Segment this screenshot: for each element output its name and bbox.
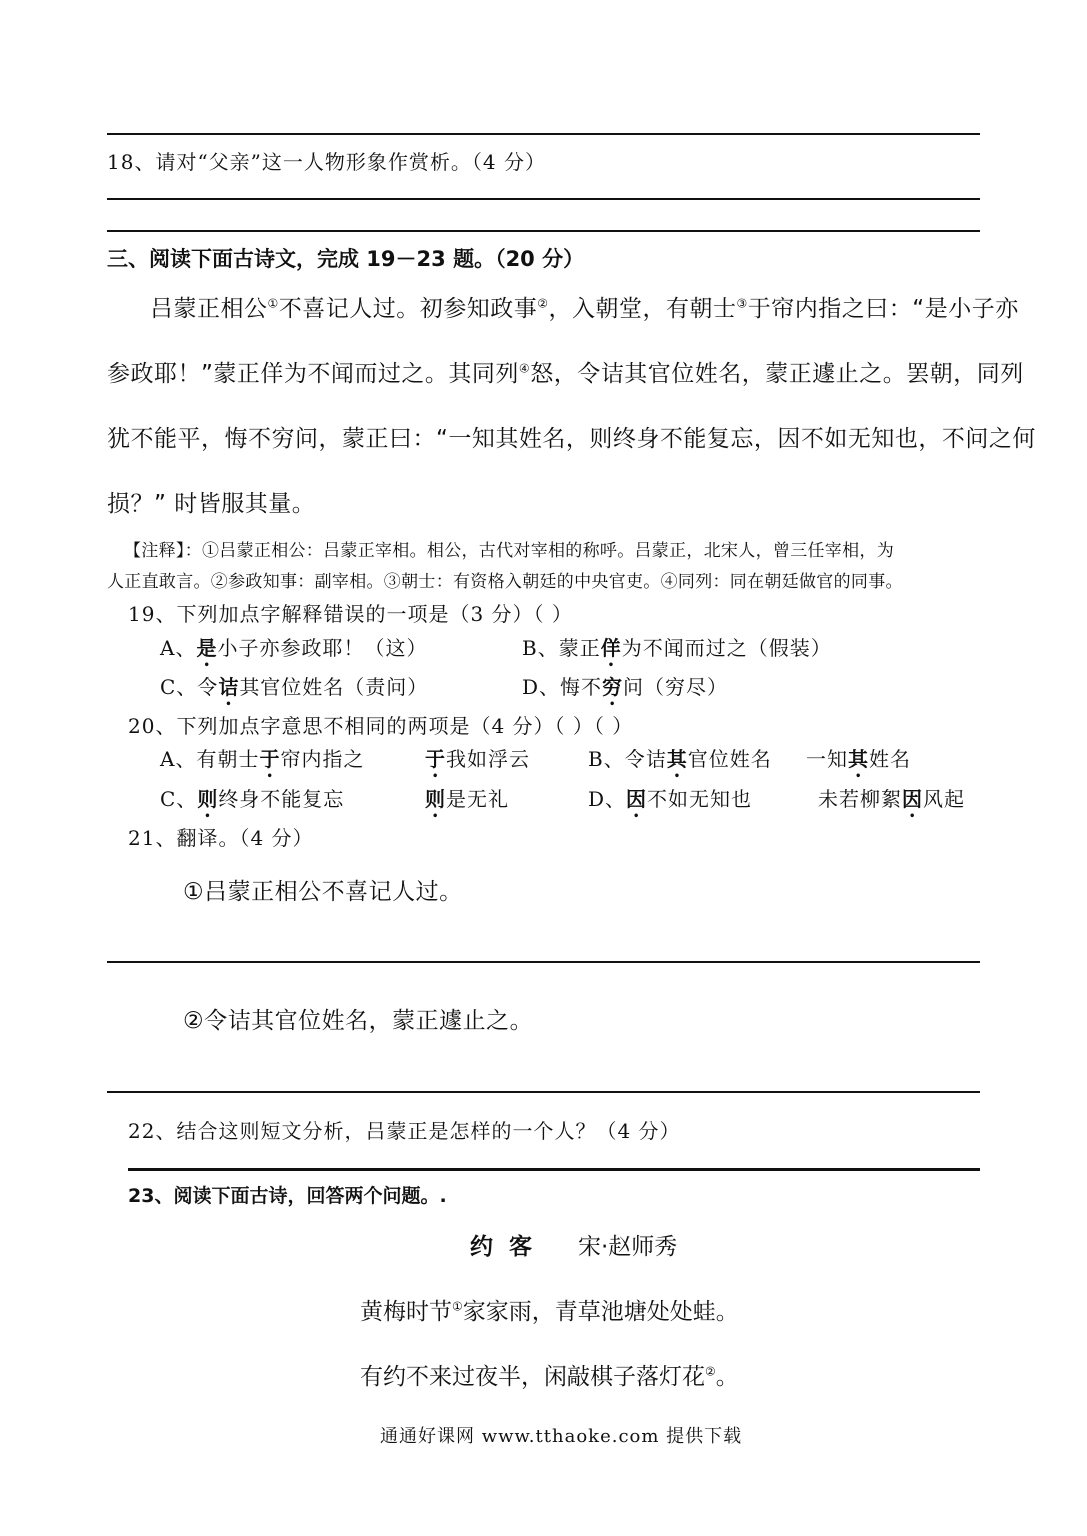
q20-option-a-1: A、有朝士于帘内指之 bbox=[160, 747, 365, 771]
answer-line bbox=[107, 961, 980, 963]
translation-sentence-2: ②令诘其官位姓名，蒙正遽止之。 bbox=[183, 1008, 534, 1034]
page-footer: 通通好课网 www.tthaoke.com 提供下载 bbox=[380, 1426, 743, 1447]
answer-line bbox=[128, 1168, 980, 1171]
question-19-stem: 19、下列加点字解释错误的一项是（3 分）（ ） bbox=[128, 602, 573, 626]
answer-line bbox=[107, 198, 980, 200]
section-heading: 三、阅读下面古诗文，完成 19－23 题。（20 分） bbox=[107, 247, 585, 271]
poem-line-2: 有约不来过夜半，闲敲棋子落灯花②。 bbox=[360, 1364, 739, 1390]
annotation-line-1: 【注释】：①吕蒙正相公：吕蒙正宰相。相公，古代对宰相的称呼。吕蒙正，北宋人，曾三任宰相，为 bbox=[124, 541, 894, 561]
q20-option-d-1: D、因不如无知也 bbox=[588, 787, 753, 811]
q20-option-b-2: 一知其姓名 bbox=[806, 747, 911, 771]
answer-line bbox=[107, 1091, 980, 1093]
question-22: 22、结合这则短文分析，吕蒙正是怎样的一个人？（4 分） bbox=[128, 1119, 681, 1143]
question-23: 23、阅读下面古诗，回答两个问题。. bbox=[128, 1185, 447, 1207]
question-21-stem: 21、翻译。（4 分） bbox=[128, 826, 314, 850]
q19-option-d: D、悔不穷问（穷尽） bbox=[522, 675, 729, 699]
answer-line bbox=[107, 230, 980, 232]
passage-line-3: 犹不能平，悔不穷问，蒙正曰：“一知其姓名，则终身不能复忘，因不如无知也，不问之何 bbox=[107, 426, 1036, 452]
q19-option-c: C、令诘其官位姓名（责问） bbox=[160, 675, 429, 699]
poem-line-1: 黄梅时节①家家雨，青草池塘处处蛙。 bbox=[360, 1299, 739, 1325]
q20-option-c-2: 则是无礼 bbox=[425, 787, 509, 811]
question-20-stem: 20、下列加点字意思不相同的两项是（4 分）（ ）（ ） bbox=[128, 714, 634, 738]
q20-option-b-1: B、令诘其官位姓名 bbox=[588, 747, 772, 771]
q19-option-a: A、是小子亦参政耶！（这） bbox=[160, 636, 428, 660]
poem-title: 约 客 bbox=[470, 1234, 537, 1260]
passage-line-1: 吕蒙正相公①不喜记人过。初参知政事②，入朝堂，有朝士③于帘内指之曰：“是小子亦 bbox=[150, 296, 1019, 322]
annotation-line-2: 人正直敢言。②参政知事：副宰相。③朝士：有资格入朝廷的中央官吏。④同列：同在朝廷做官的同事。 bbox=[107, 572, 903, 592]
q20-option-a-2: 于我如浮云 bbox=[425, 747, 530, 771]
q20-option-c-1: C、则终身不能复忘 bbox=[160, 787, 345, 811]
passage-line-2: 参政耶！”蒙正佯为不闻而过之。其同列④怒，令诘其官位姓名，蒙正遽止之。罢朝，同列 bbox=[107, 361, 1024, 387]
translation-sentence-1: ①吕蒙正相公不喜记人过。 bbox=[183, 879, 463, 905]
question-18: 18、请对“父亲”这一人物形象作赏析。（4 分） bbox=[107, 150, 546, 174]
passage-line-4: 损？” 时皆服其量。 bbox=[107, 491, 316, 517]
q19-option-b: B、蒙正佯为不闻而过之（假装） bbox=[522, 636, 832, 660]
poem-author: 宋·赵师秀 bbox=[578, 1234, 678, 1260]
q20-option-d-2: 未若柳絮因风起 bbox=[818, 787, 965, 811]
answer-line bbox=[107, 133, 980, 135]
